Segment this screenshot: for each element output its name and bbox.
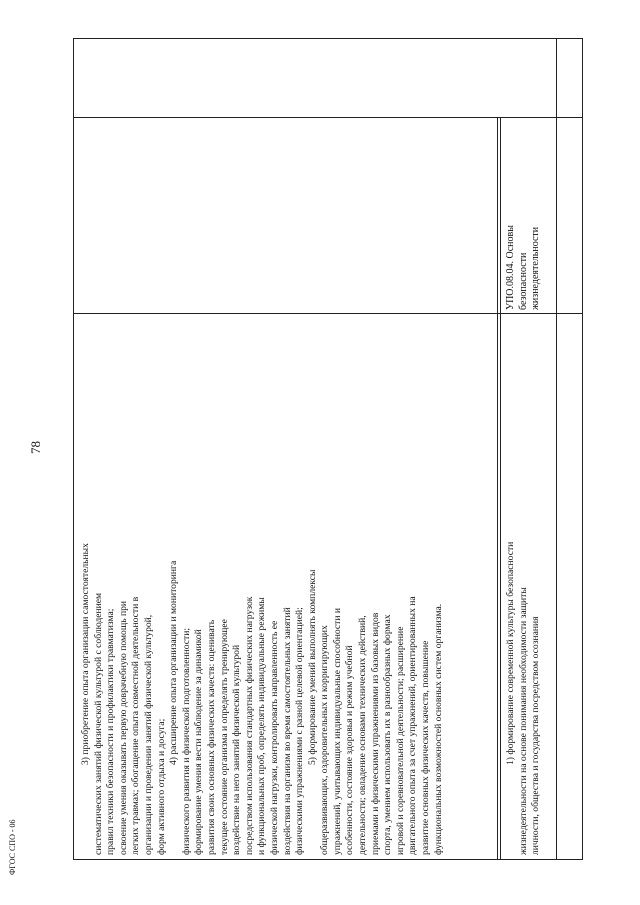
text-line: 1) формирование современной культуры безопасности — [505, 541, 516, 765]
text-line: спорта, умением использовать их в разнообразных формах — [382, 614, 394, 855]
table-row-divider — [556, 38, 557, 860]
text-line: текущее состояние организма и определять тренирующее — [218, 619, 230, 855]
content-cell-row1 — [80, 543, 445, 855]
text-line: физическими упражнениями с разной целевой ориентацией; — [294, 607, 306, 855]
content-cell-row2 — [505, 542, 543, 855]
table-row-divider — [497, 117, 498, 860]
text-line: и функциональных проб, определять индивидуальные режимы — [256, 597, 268, 855]
text-line: развития своих основных физических качеств: оценивать — [205, 619, 217, 855]
text-line: физической нагрузки, контролировать направленность ее — [268, 620, 280, 855]
page-number: 78 — [28, 441, 43, 454]
text-line: воздействия на организм во время самостоятельных занятий — [281, 607, 293, 855]
table-row-divider — [500, 117, 501, 860]
discipline-code-cell — [505, 225, 543, 310]
text-line: 4) расширение опыта организации и мониторинга — [168, 560, 180, 765]
discipline-code-line: жизнедеятельности — [530, 226, 542, 310]
text-line: игровой и соревновательной деятельности; расширение — [394, 626, 406, 855]
text-line: посредством использования стандартных физических нагрузок — [243, 596, 255, 855]
text-line: жизнедеятельности на основе понимания необходимости защиты — [517, 587, 529, 855]
text-line: освоение умения оказывать первую доврачебную помощь при — [117, 600, 129, 855]
table-column-divider — [73, 117, 583, 118]
text-line: приемами и физическими упражнениями из базовых видов — [369, 612, 381, 855]
footer-code: ФГОС СПО - 06 — [8, 819, 17, 875]
text-line: физического развития и физической подготовленности; — [180, 627, 192, 855]
text-line: формирование умения вести наблюдение за динамикой — [193, 629, 205, 855]
text-line: особенности, состояние здоровья и режим учебной — [344, 645, 356, 855]
text-line: функциональных возможностей основных систем организма. — [432, 603, 444, 855]
text-line: легких травмах; обогащение опыта совместной деятельности в — [130, 596, 142, 855]
text-line: упражнений, учитывающих индивидуальные способности и — [331, 607, 343, 855]
discipline-code-line: УПО.08.04. Основы — [505, 225, 516, 310]
text-line: двигательного опыта за счет упражнений, ориентированных на — [407, 596, 419, 855]
text-line: 5) формирование умений выполнять комплексы — [306, 569, 318, 765]
discipline-code-line: безопасности — [517, 252, 529, 310]
text-line: развитие основных физических качеств, повышение — [420, 640, 432, 855]
text-line: 3) приобретение опыта организации самостоятельных — [80, 543, 91, 765]
text-line: деятельности; овладение основами технических действий, — [357, 615, 369, 855]
text-line: систематических занятий физической культурой с соблюдением — [92, 592, 104, 855]
text-line: общеразвивающих, оздоровительных и корригирующих — [319, 625, 331, 855]
table-column-divider — [73, 313, 583, 314]
text-line: воздействие на него занятий физической культурой — [231, 644, 243, 855]
text-line: правил техники безопасности и профилактики травматизма; — [105, 608, 117, 855]
text-line: организации и проведении занятий физической культурой, — [142, 614, 154, 855]
text-line: личности, общества и государства посредством осознания — [530, 616, 542, 855]
text-line: форм активного отдыха и досуга; — [155, 718, 167, 855]
